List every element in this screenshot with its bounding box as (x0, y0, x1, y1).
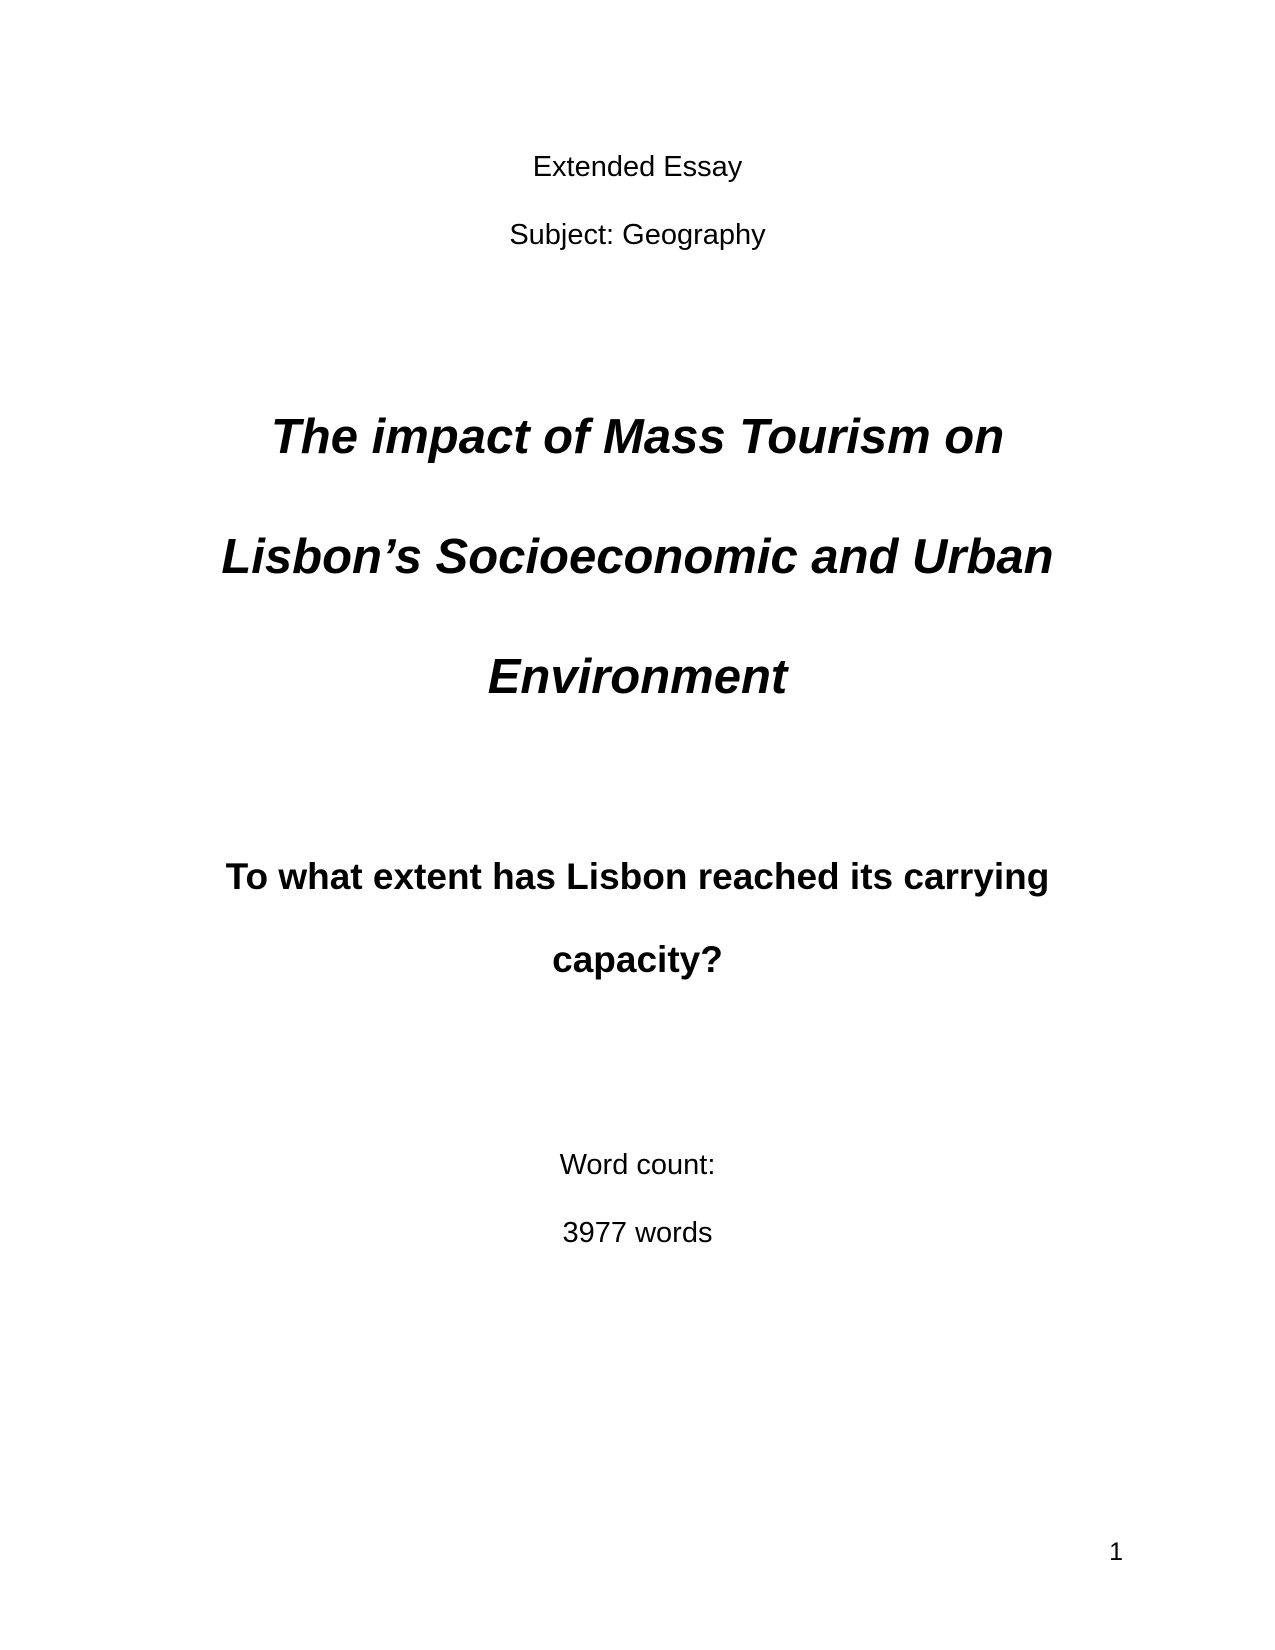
essay-title-line-3: Environment (487, 650, 788, 704)
research-question-line-1: To what extent has Lisbon reached its carrying (225, 856, 1050, 897)
word-count-value: 3977 words (562, 1217, 713, 1249)
essay-title-line-1: The impact of Mass Tourism on (270, 410, 1005, 464)
subject-heading: Subject: Geography (509, 219, 766, 251)
page-number: 1 (1109, 1538, 1123, 1566)
document-type-heading: Extended Essay (532, 151, 743, 183)
word-count-label: Word count: (559, 1149, 716, 1181)
research-question-line-2: capacity? (552, 939, 723, 980)
essay-title-line-2: Lisbon’s Socioeconomic and Urban (221, 530, 1054, 584)
